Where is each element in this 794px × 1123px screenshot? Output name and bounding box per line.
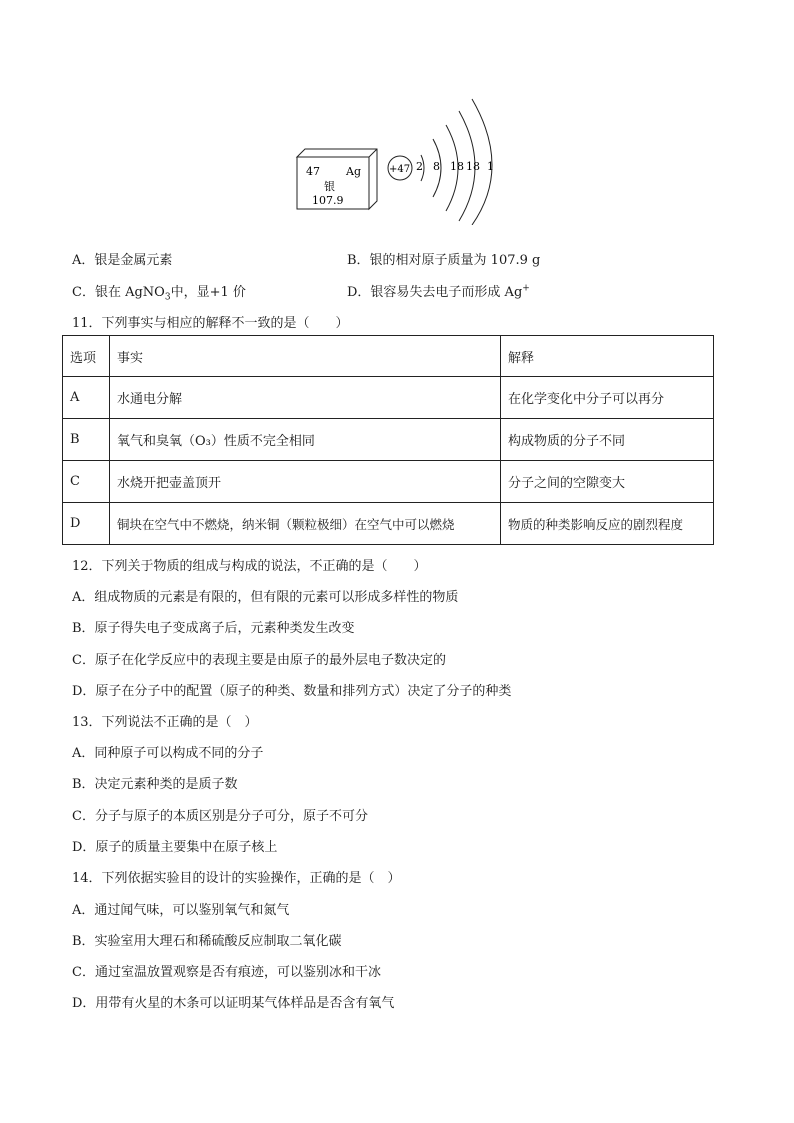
row-option: B (63, 419, 110, 461)
row-fact: 水烧开把壶盖顶开 (110, 461, 501, 503)
row-option: C (63, 461, 110, 503)
table-row (63, 377, 714, 419)
shell-count-3: 18 (450, 160, 464, 173)
q11-stem: 11．下列事实与相应的解释不一致的是（ ） (72, 316, 349, 331)
header-explanation: 解释 (501, 336, 714, 377)
q13-option-a: A．同种原子可以构成不同的分子 (72, 746, 264, 761)
row-option: A (63, 377, 110, 419)
table-row (63, 461, 714, 503)
element-name: 银 (324, 180, 335, 193)
row-fact: 氧气和臭氧（O₃）性质不完全相同 (110, 419, 501, 461)
q10-option-c-pre: C．银在 AgNO (72, 285, 165, 300)
q10-option-d (347, 281, 530, 300)
q10-option-b: B．银的相对原子质量为 107.9 g (347, 253, 541, 268)
q13-stem: 13．下列说法不正确的是（ ） (72, 715, 258, 730)
q14-option-c: C．通过室温放置观察是否有痕迹，可以鉴别冰和干冰 (72, 965, 381, 980)
table-header-row (63, 336, 714, 377)
q10-option-c-post: 中，显+1 价 (170, 285, 246, 300)
shell-count-5: 1 (487, 160, 494, 173)
shell-count-1: 2 (416, 160, 423, 173)
element-cell (297, 149, 377, 209)
q14-option-a: A．通过闻气味，可以鉴别氧气和氮气 (72, 903, 290, 918)
row-explanation: 物质的种类影响反应的剧烈程度 (501, 503, 714, 545)
q13-option-b: B．决定元素种类的是质子数 (72, 777, 238, 792)
shell-count-2: 8 (433, 160, 440, 173)
q14-option-b: B．实验室用大理石和稀硫酸反应制取二氧化碳 (72, 934, 342, 949)
row-explanation: 构成物质的分子不同 (501, 419, 714, 461)
row-explanation: 分子之间的空隙变大 (501, 461, 714, 503)
atom-structure-diagram (388, 99, 494, 225)
nucleus-charge: +47 (389, 164, 411, 175)
q10-option-d-sup: + (522, 283, 530, 294)
silver-figure (290, 95, 510, 225)
q10-option-c (72, 281, 246, 303)
table-row (63, 503, 714, 545)
q13-option-c: C．分子与原子的本质区别是分子可分，原子不可分 (72, 809, 368, 824)
q14-stem: 14．下列依据实验目的设计的实验操作，正确的是（ ） (72, 871, 401, 886)
q12-option-d: D．原子在分子中的配置（原子的种类、数量和排列方式）决定了分子的种类 (72, 684, 512, 699)
q12-option-c: C．原子在化学反应中的表现主要是由原子的最外层电子数决定的 (72, 653, 446, 668)
row-option: D (63, 503, 110, 545)
q14-option-d: D．用带有火星的木条可以证明某气体样品是否含有氧气 (72, 996, 395, 1011)
row-fact: 铜块在空气中不燃烧，纳米铜（颗粒极细）在空气中可以燃烧 (110, 503, 501, 545)
atomic-number: 47 (306, 165, 320, 178)
q13-option-d: D．原子的质量主要集中在原子核上 (72, 840, 278, 855)
header-fact: 事实 (110, 336, 501, 377)
q10-option-c-sub: 3 (164, 292, 171, 303)
row-fact: 水通电分解 (110, 377, 501, 419)
q12-option-a: A．组成物质的元素是有限的，但有限的元素可以形成多样性的物质 (72, 590, 459, 605)
q10-option-d-pre: D．银容易失去电子而形成 Ag (347, 285, 523, 300)
q10-option-a: A．银是金属元素 (72, 253, 173, 268)
q12-stem: 12．下列关于物质的组成与构成的说法，不正确的是（ ） (72, 559, 427, 574)
shell-count-4: 18 (466, 160, 480, 173)
table-row (63, 419, 714, 461)
q11-table (62, 335, 714, 545)
atomic-mass: 107.9 (312, 194, 344, 207)
header-option: 选项 (63, 336, 110, 377)
row-explanation: 在化学变化中分子可以再分 (501, 377, 714, 419)
q12-option-b: B．原子得失电子变成离子后，元素种类发生改变 (72, 621, 355, 636)
element-symbol: Ag (346, 165, 361, 178)
